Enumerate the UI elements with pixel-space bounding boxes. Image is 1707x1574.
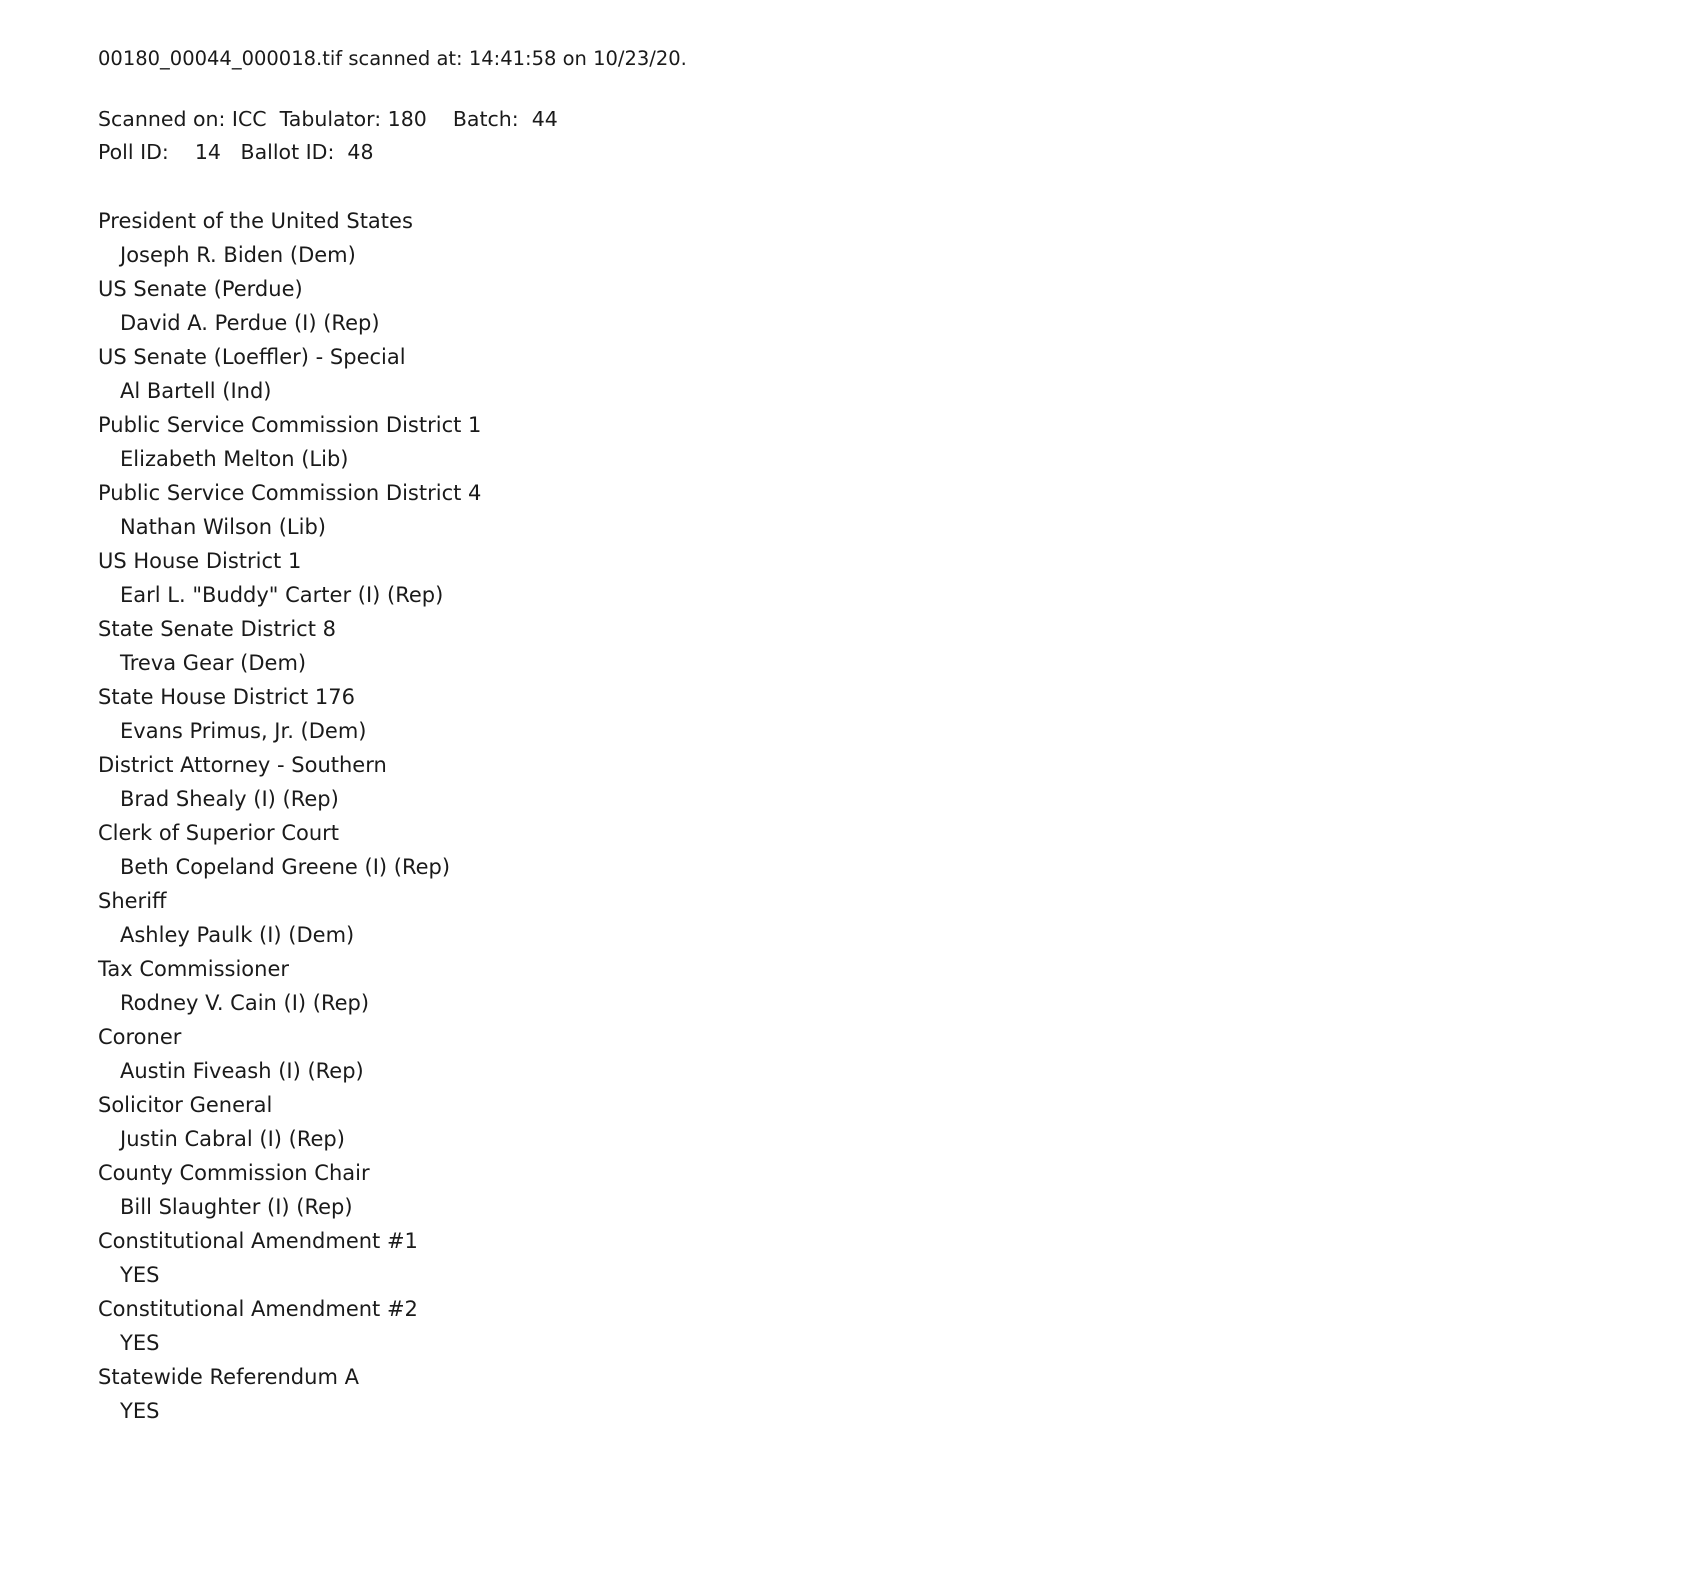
contest-choice: YES [120, 1263, 160, 1288]
contest-title: State Senate District 8 [98, 616, 336, 641]
contest-title: US Senate (Perdue) [98, 276, 303, 301]
contest-item [98, 1156, 1707, 1224]
scan-metadata-line-2: Poll ID: 14 Ballot ID: 48 [98, 140, 374, 165]
contest-choice: Austin Fiveash (I) (Rep) [120, 1059, 364, 1084]
contest-item [98, 952, 1707, 1020]
contest-title: Constitutional Amendment #2 [98, 1297, 418, 1322]
contest-choice: Joseph R. Biden (Dem) [120, 242, 356, 267]
scan-metadata [98, 103, 1707, 169]
contest-choice: YES [120, 1331, 160, 1356]
contest-item [98, 204, 1707, 272]
contest-title: US Senate (Loeffler) - Special [98, 344, 406, 369]
contest-choice: David A. Perdue (I) (Rep) [120, 310, 380, 335]
contest-item [98, 1292, 1707, 1360]
contest-title: Sheriff [98, 888, 167, 913]
contest-choice: Evans Primus, Jr. (Dem) [120, 718, 367, 743]
contest-item [98, 1020, 1707, 1088]
contest-choice: Earl L. "Buddy" Carter (I) (Rep) [120, 582, 444, 607]
contest-title: Solicitor General [98, 1093, 273, 1118]
contest-item [98, 748, 1707, 816]
contest-item [98, 612, 1707, 680]
contest-title: State House District 176 [98, 684, 355, 709]
contest-choice: Bill Slaughter (I) (Rep) [120, 1195, 353, 1220]
contest-item [98, 1360, 1707, 1428]
contest-title: Tax Commissioner [98, 957, 290, 981]
contest-choice: Ashley Paulk (I) (Dem) [120, 922, 355, 947]
contest-choice: Justin Cabral (I) (Rep) [120, 1127, 345, 1152]
contest-title: District Attorney - Southern [98, 752, 387, 777]
contest-choice: Elizabeth Melton (Lib) [120, 446, 349, 471]
contest-item [98, 476, 1707, 544]
contest-title: Constitutional Amendment #1 [98, 1229, 418, 1254]
contest-item [98, 340, 1707, 408]
scan-metadata-line-1: Scanned on: ICC Tabulator: 180 Batch: 44 [98, 107, 558, 132]
contest-title: President of the United States [98, 208, 413, 233]
contest-list [98, 204, 1707, 1429]
contest-title: County Commission Chair [98, 1161, 370, 1186]
contest-title: US House District 1 [98, 548, 302, 573]
contest-item [98, 408, 1707, 476]
contest-item [98, 884, 1707, 952]
contest-choice: Brad Shealy (I) (Rep) [120, 786, 339, 811]
contest-title: Clerk of Superior Court [98, 820, 340, 845]
contest-choice: Treva Gear (Dem) [120, 650, 307, 675]
contest-item [98, 1088, 1707, 1156]
contest-choice: Beth Copeland Greene (I) (Rep) [120, 854, 451, 879]
contest-title: Coroner [98, 1025, 182, 1050]
contest-item [98, 680, 1707, 748]
contest-title: Public Service Commission District 4 [98, 480, 482, 505]
contest-title: Statewide Referendum A [98, 1365, 359, 1390]
contest-item [98, 1224, 1707, 1292]
contest-title: Public Service Commission District 1 [98, 412, 482, 437]
contest-choice: Al Bartell (Ind) [120, 378, 272, 403]
contest-choice: Rodney V. Cain (I) (Rep) [120, 991, 370, 1016]
contest-choice: Nathan Wilson (Lib) [120, 514, 326, 539]
contest-item [98, 272, 1707, 340]
contest-item [98, 544, 1707, 612]
scan-header: 00180_00044_000018.tif scanned at: 14:41:58 on 10/23/20. [98, 47, 687, 70]
contest-item [98, 816, 1707, 884]
contest-choice: YES [120, 1399, 160, 1424]
